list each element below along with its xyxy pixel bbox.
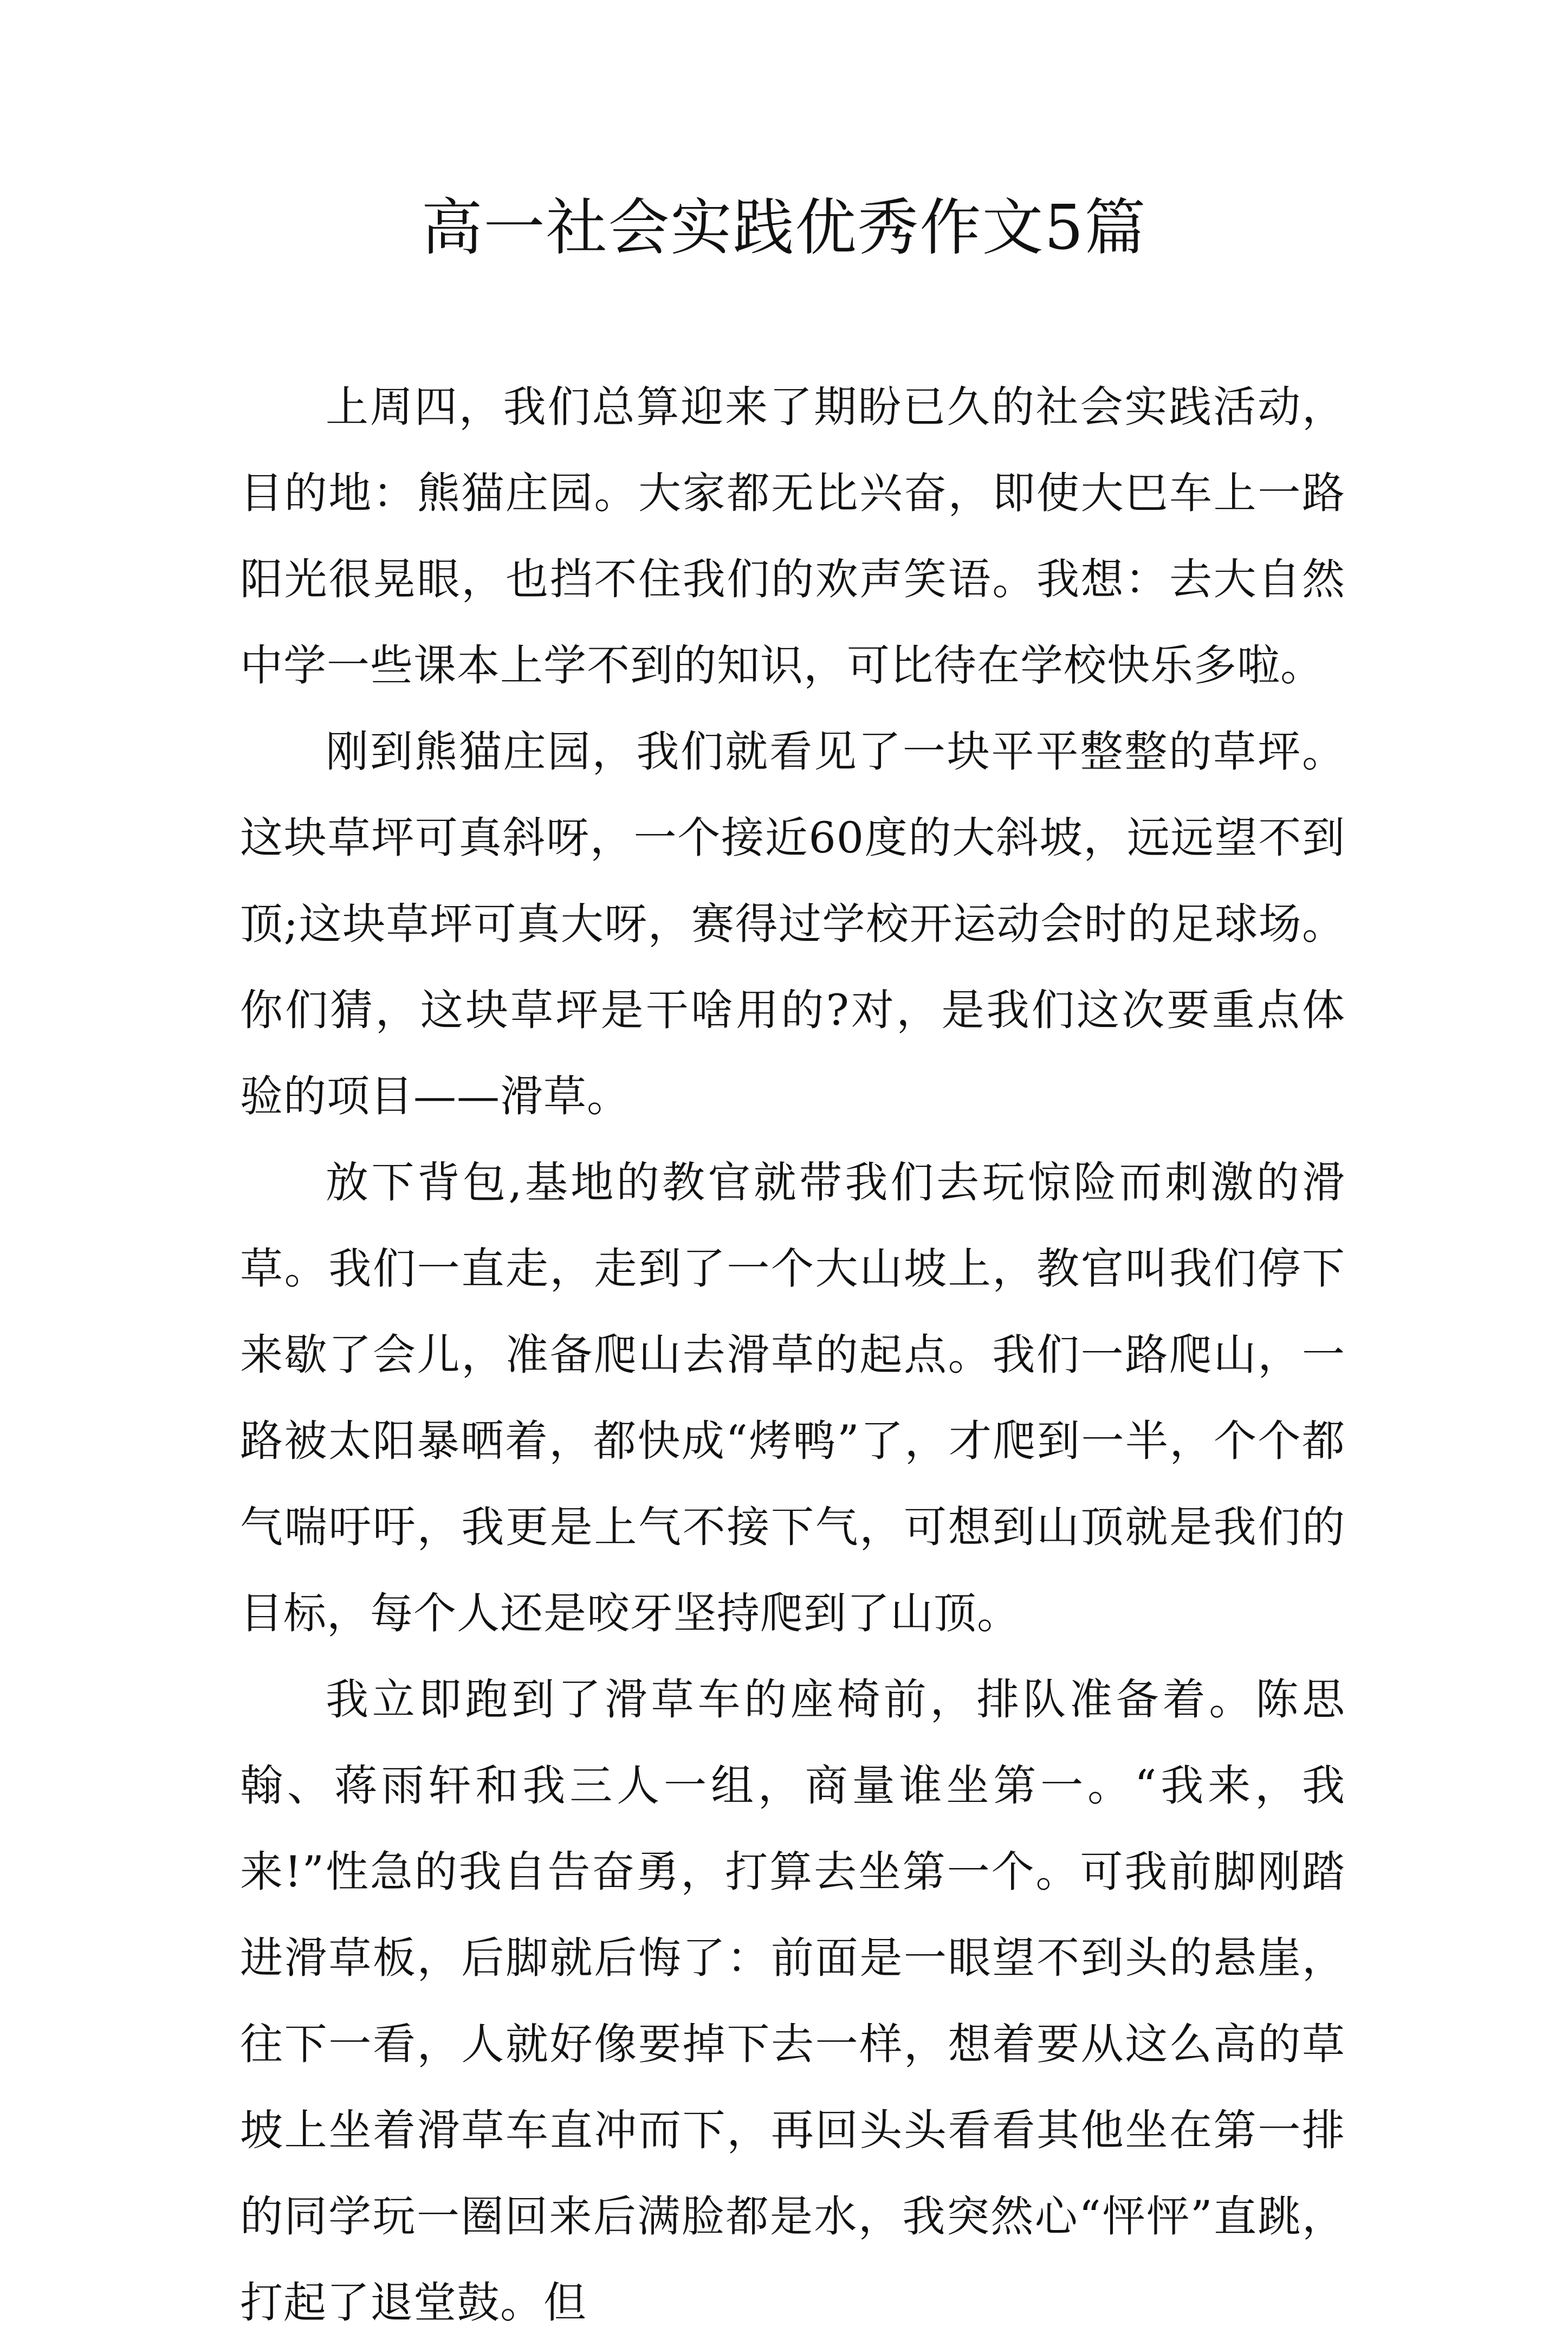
document-title: 高一社会实践优秀作文5篇 <box>421 192 1147 263</box>
paragraph-1: 上周四，我们总算迎来了期盼已久的社会实践活动，目的地：熊猫庄园。大家都无比兴奋，即使大巴车上一路阳光很晃眼，也挡不住我们的欢声笑语。我想：去大自然中学一些课本上学不到的知识，可比待在学校快乐多啦。 <box>240 382 1345 690</box>
document-body <box>240 364 1345 2346</box>
paragraph-4: 我立即跑到了滑草车的座椅前，排队准备着。陈思翰、蒋雨轩和我三人一组，商量谁坐第一。“我来，我来!”性急的我自告奋勇，打算去坐第一个。可我前脚刚踏进滑草板，后脚就后悔了：前面是一眼望不到头的悬崖，往下一看，人就好像要掉下去一样，想着要从这么高的草坡上坐着滑草车直冲而下，再回头头看看其他坐在第一排的同学玩一圈回来后满脸都是水，我突然心“怦怦”直跳，打起了退堂鼓。但 <box>240 1675 1345 2328</box>
paragraph-3: 放下背包,基地的教官就带我们去玩惊险而刺激的滑草。我们一直走，走到了一个大山坡上，教官叫我们停下来歇了会儿，准备爬山去滑草的起点。我们一路爬山，一路被太阳暴晒着，都快成“烤鸭”了，才爬到一半，个个都气喘吁吁，我更是上气不接下气，可想到山顶就是我们的目标，每个人还是咬牙坚持爬到了山顶。 <box>240 1158 1345 1638</box>
paragraph-2: 刚到熊猫庄园，我们就看见了一块平平整整的草坪。这块草坪可真斜呀，一个接近60度的大斜坡，远远望不到顶;这块草坪可真大呀，赛得过学校开运动会时的足球场。你们猜，这块草坪是干啥用的?对，是我们这次要重点体验的项目——滑草。 <box>240 727 1345 1121</box>
